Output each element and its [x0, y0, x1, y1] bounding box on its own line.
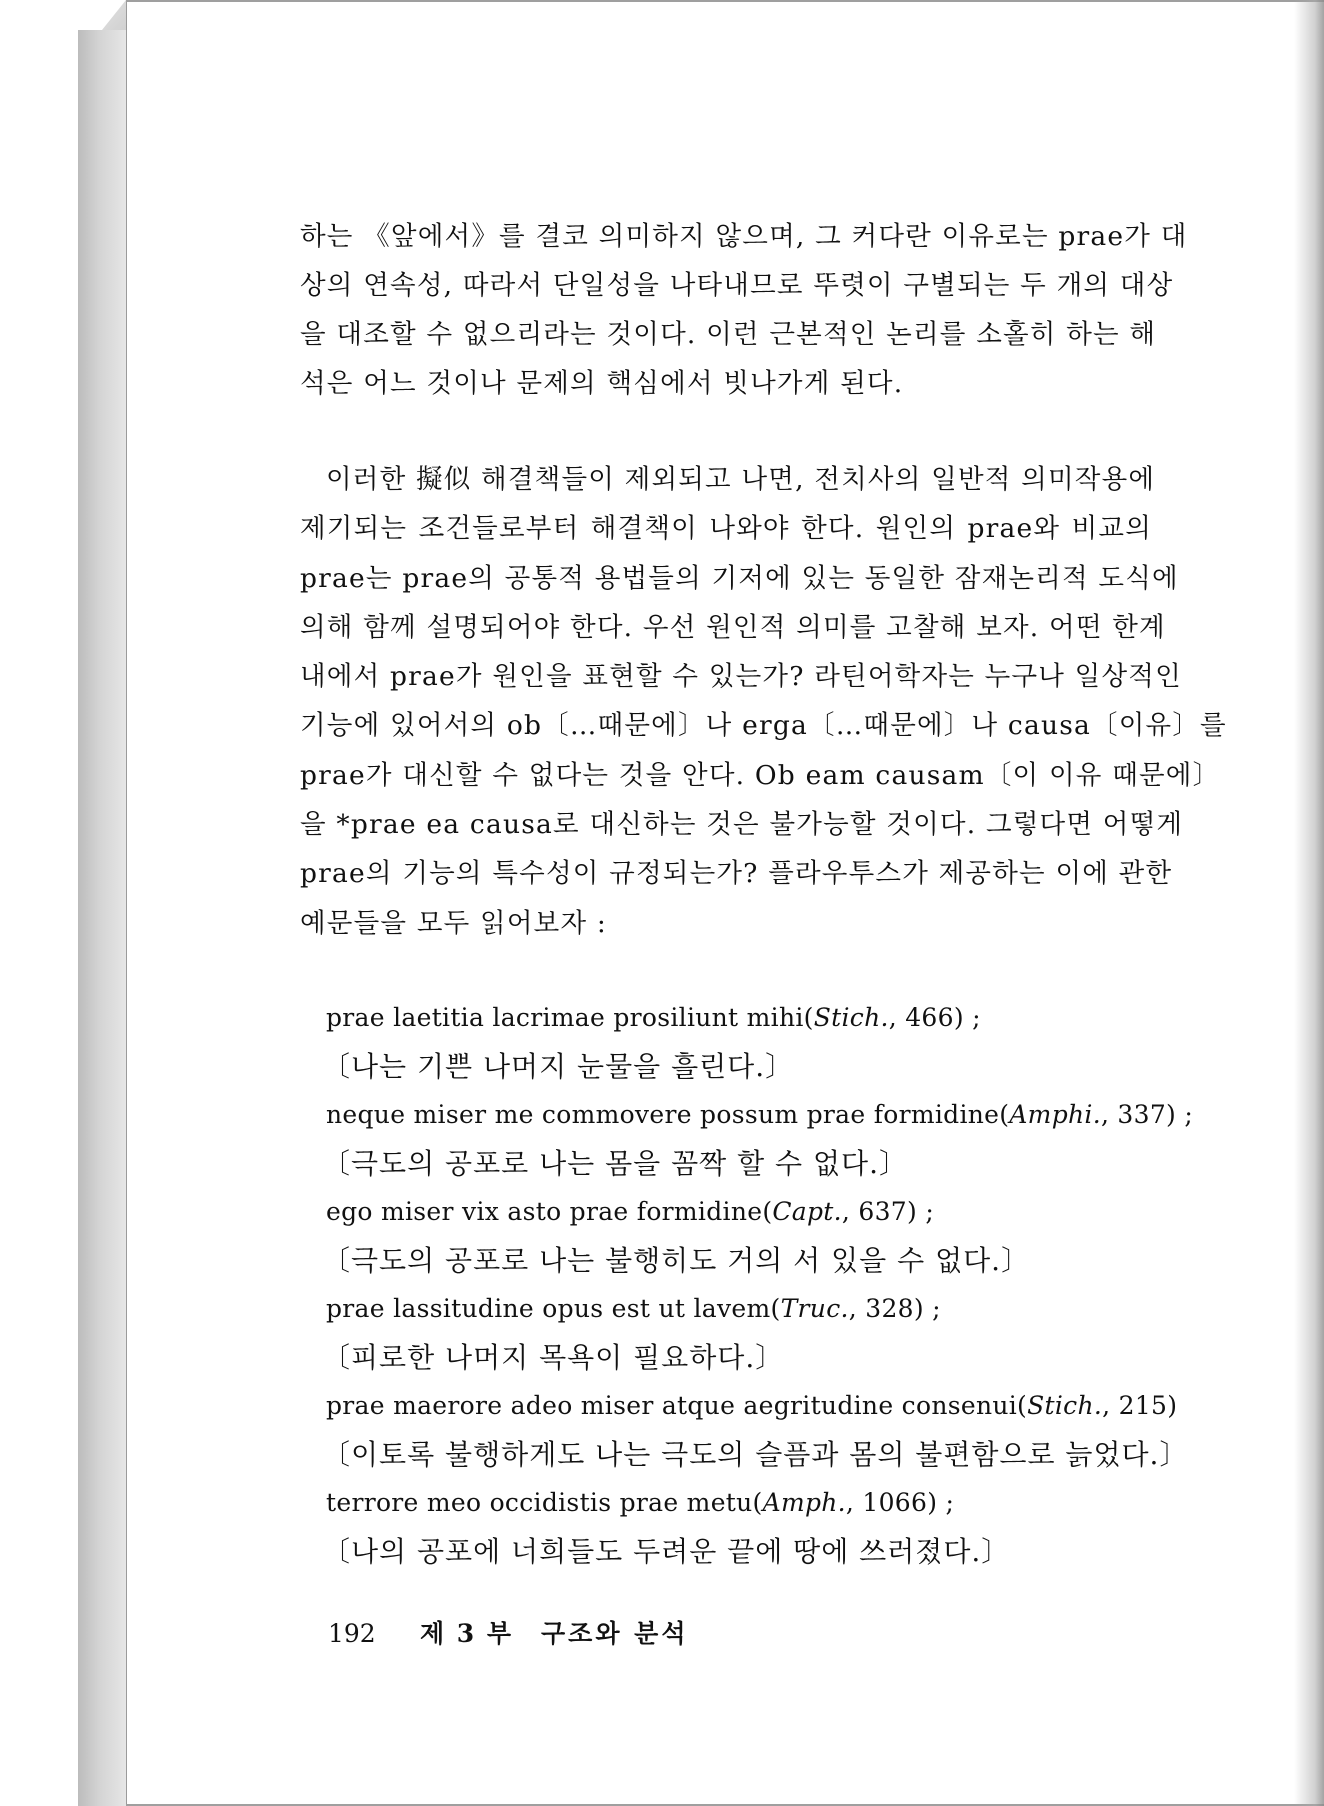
page-footer: [328, 1614, 688, 1650]
paragraph-line: prae가 대신할 수 없다는 것을 안다. Ob eam causam〔이 이유 때문에〕: [300, 759, 1221, 791]
paragraph-line: 의해 함께 설명되어야 한다. 우선 원인적 의미를 고찰해 보자. 어떤 한계: [300, 611, 1166, 643]
example-translation: 〔극도의 공포로 나는 불행히도 거의 서 있을 수 없다.〕: [322, 1244, 1031, 1277]
example-latin: prae maerore adeo miser atque aegritudine consenui(Stich., 215): [326, 1391, 1178, 1420]
paragraph-line: 을 대조할 수 없으리라는 것이다. 이런 근본적인 논리를 소홀히 하는 해: [300, 319, 1157, 350]
example-item: [322, 1091, 1194, 1188]
example-source: Capt.: [772, 1197, 842, 1226]
paragraph-line: 상의 연속성, 따라서 단일성을 나타내므로 뚜렷이 구별되는 두 개의 대상: [300, 270, 1174, 301]
example-translation: 〔이토록 불행하게도 나는 극도의 슬픔과 몸의 불편함으로 늙었다.〕: [322, 1438, 1189, 1471]
example-source: Truc.: [780, 1294, 849, 1323]
example-translation: 〔피로한 나머지 목욕이 필요하다.〕: [322, 1341, 785, 1374]
page-number: 192: [328, 1619, 376, 1648]
example-list: [322, 994, 1194, 1576]
example-latin: terrore meo occidistis prae metu(Amph., 1066) ;: [326, 1488, 955, 1517]
paragraph-line: 이러한 擬似 해결책들이 제외되고 나면, 전치사의 일반적 의미작용에: [326, 464, 1156, 495]
paragraph-line: prae는 prae의 공통적 용법들의 기저에 있는 동일한 잠재논리적 도식에: [300, 562, 1179, 594]
example-item: [322, 1188, 1156, 1285]
example-item: [322, 1479, 1156, 1576]
example-item: [322, 1285, 1156, 1382]
example-source: Stich.: [813, 1003, 889, 1032]
page-top-border: [126, 0, 1324, 2]
paragraph-line: 석은 어느 것이나 문제의 핵심에서 빗나가게 된다.: [300, 368, 904, 399]
paragraph-line: 예문들을 모두 읽어보자 :: [300, 907, 607, 939]
paragraph-main: [300, 455, 1227, 948]
paragraph-continuation: [300, 212, 1188, 408]
example-latin: neque miser me commovere possum prae formidine(Amphi., 337) ;: [326, 1100, 1194, 1129]
example-translation: 〔나의 공포에 너희들도 두려운 끝에 땅에 쓰러졌다.〕: [322, 1535, 1011, 1568]
example-item: [322, 994, 1156, 1091]
paragraph-line: 제기되는 조건들로부터 해결책이 나와야 한다. 원인의 prae와 비교의: [300, 513, 1152, 545]
paragraph-line: 기능에 있어서의 ob〔…때문에〕나 erga〔…때문에〕나 causa〔이유〕를: [300, 710, 1227, 742]
paragraph-line: 하는 《앞에서》를 결코 의미하지 않으며, 그 커다란 이유로는 prae가 대: [300, 221, 1188, 252]
example-item: [322, 1382, 1189, 1479]
part-label: 제 3 부: [419, 1619, 514, 1648]
example-latin: prae laetitia lacrimae prosiliunt mihi(Stich., 466) ;: [326, 1003, 981, 1032]
paragraph-line: prae의 기능의 특수성이 규정되는가? 플라우투스가 제공하는 이에 관한: [300, 858, 1173, 890]
example-latin: prae lassitudine opus est ut lavem(Truc., 328) ;: [326, 1294, 941, 1323]
paragraph-line: 내에서 prae가 원인을 표현할 수 있는가? 라틴어학자는 누구나 일상적인: [300, 661, 1182, 693]
example-source: Stich.: [1027, 1391, 1103, 1420]
part-title: 구조와 분석: [541, 1619, 689, 1648]
paragraph-line: 을 *prae ea causa로 대신하는 것은 불가능할 것이다. 그렇다면 어떻게: [300, 809, 1184, 841]
example-source: Amphi.: [1009, 1100, 1101, 1129]
example-latin: ego miser vix asto prae formidine(Capt., 637) ;: [326, 1197, 935, 1226]
page-right-shadow: [1294, 0, 1324, 1806]
example-translation: 〔나는 기쁜 나머지 눈물을 흘린다.〕: [322, 1050, 795, 1083]
example-source: Amph.: [762, 1488, 846, 1517]
book-spine: [78, 30, 126, 1806]
example-translation: 〔극도의 공포로 나는 몸을 꼼짝 할 수 없다.〕: [322, 1147, 908, 1180]
